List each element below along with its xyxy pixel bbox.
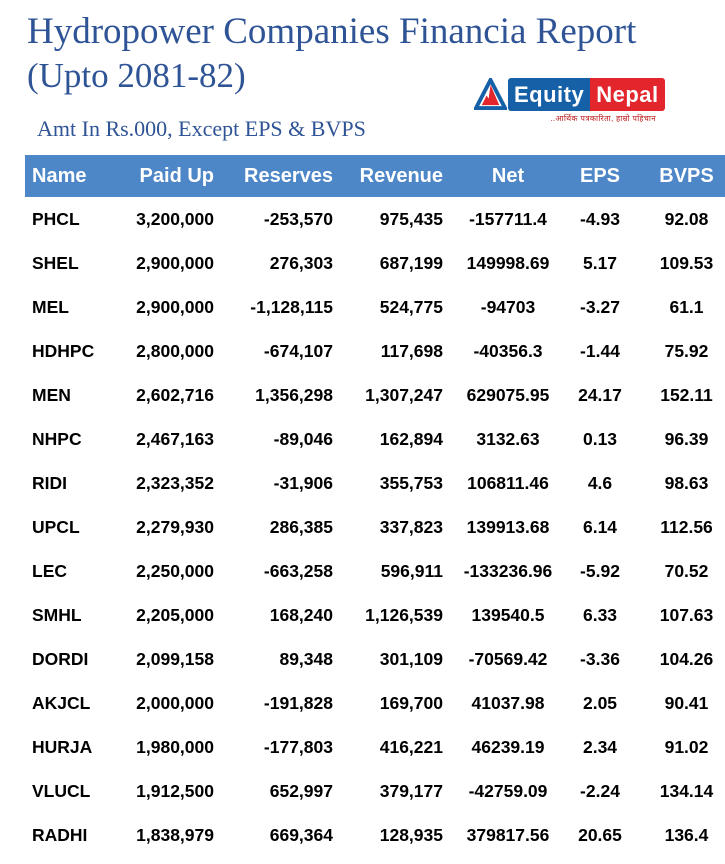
company-name: HDHPC	[32, 340, 95, 361]
value-cell: -94703	[480, 296, 536, 317]
table-row	[25, 813, 725, 857]
value-cell: -3.27	[580, 296, 620, 317]
value-cell: 92.08	[664, 208, 709, 229]
column-header-bvps: BVPS	[659, 164, 714, 187]
table-row	[25, 461, 725, 505]
value-cell: 1,838,979	[136, 824, 214, 845]
value-cell: 1,307,247	[365, 384, 443, 405]
value-cell: 46239.19	[471, 736, 545, 757]
value-cell: -674,107	[263, 340, 333, 361]
company-name: SHEL	[32, 252, 79, 273]
value-cell: 2,602,716	[136, 384, 214, 405]
value-cell: -177,803	[263, 736, 333, 757]
table-row	[25, 769, 725, 813]
value-cell: 3132.63	[476, 428, 540, 449]
company-name: SMHL	[32, 604, 82, 625]
table-row	[25, 329, 725, 373]
value-cell: 6.33	[582, 604, 618, 625]
value-cell: 1,356,298	[255, 384, 333, 405]
column-header-paid-up: Paid Up	[139, 164, 214, 187]
value-cell: 286,385	[269, 516, 333, 537]
company-name: VLUCL	[32, 780, 91, 801]
company-name: AKJCL	[32, 692, 91, 713]
column-header-name: Name	[32, 164, 87, 187]
page-title: Hydropower Companies Financia Report	[27, 11, 637, 52]
value-cell: 669,364	[269, 824, 333, 845]
value-cell: 90.41	[664, 692, 709, 713]
logo-wordmark	[474, 78, 659, 111]
value-cell: 106811.46	[467, 472, 549, 493]
table-body	[25, 197, 725, 857]
logo-tagline: ..आर्थिक पत्रकारिता, हाम्रो पहिचान	[550, 114, 656, 123]
company-name: UPCL	[32, 516, 80, 537]
value-cell: 2.05	[582, 692, 618, 713]
table-row	[25, 197, 725, 241]
value-cell: 4.6	[587, 472, 613, 493]
value-cell: 139913.68	[466, 516, 550, 537]
table-row	[25, 241, 725, 285]
company-name: NHPC	[32, 428, 82, 449]
value-cell: -157711.4	[469, 208, 547, 229]
value-cell: 41037.98	[471, 692, 545, 713]
value-cell: 687,199	[379, 252, 443, 273]
value-cell: 1,126,539	[365, 604, 443, 625]
table-row	[25, 549, 725, 593]
value-cell: -2.24	[580, 780, 620, 801]
value-cell: 2,099,158	[136, 648, 214, 669]
value-cell: -133236.96	[463, 560, 553, 581]
value-cell: 70.52	[664, 560, 709, 581]
value-cell: 168,240	[269, 604, 333, 625]
value-cell: 149998.69	[466, 252, 550, 273]
value-cell: 276,303	[269, 252, 333, 273]
value-cell: 24.17	[578, 384, 622, 405]
value-cell: 2,205,000	[136, 604, 214, 625]
value-cell: 152.11	[660, 384, 713, 405]
value-cell: 301,109	[379, 648, 443, 669]
value-cell: 98.63	[664, 472, 709, 493]
value-cell: 975,435	[379, 208, 443, 229]
table-row	[25, 593, 725, 637]
equity-nepal-logo	[474, 78, 659, 124]
table-row	[25, 417, 725, 461]
value-cell: -191,828	[263, 692, 333, 713]
company-name: RIDI	[32, 472, 67, 493]
value-cell: 2.34	[582, 736, 618, 757]
company-name: MEL	[32, 296, 69, 317]
value-cell: 91.02	[664, 736, 709, 757]
value-cell: 96.39	[664, 428, 709, 449]
value-cell: -3.36	[580, 648, 620, 669]
value-cell: -40356.3	[473, 340, 543, 361]
table-row	[25, 681, 725, 725]
value-cell: -1,128,115	[250, 296, 333, 317]
value-cell: -663,258	[263, 560, 333, 581]
value-cell: 2,900,000	[136, 252, 214, 273]
value-cell: -4.93	[580, 208, 620, 229]
company-name: RADHI	[32, 824, 88, 845]
logo-text-nepal: Nepal	[590, 78, 664, 111]
value-cell: 629075.95	[466, 384, 550, 405]
value-cell: 2,000,000	[136, 692, 214, 713]
mountain-logo-icon	[474, 78, 507, 111]
value-cell: 416,221	[379, 736, 443, 757]
value-cell: 5.17	[582, 252, 618, 273]
amount-note: Amt In Rs.000, Except EPS & BVPS	[37, 116, 366, 141]
value-cell: -31,906	[273, 472, 333, 493]
value-cell: 128,935	[379, 824, 443, 845]
value-cell: -1.44	[580, 340, 620, 361]
value-cell: -42759.09	[468, 780, 548, 801]
value-cell: 355,753	[379, 472, 443, 493]
table-row	[25, 285, 725, 329]
table-row	[25, 505, 725, 549]
financial-table	[25, 155, 725, 857]
value-cell: 0.13	[582, 428, 618, 449]
value-cell: 112.56	[660, 516, 713, 537]
value-cell: -89,046	[273, 428, 333, 449]
table-row	[25, 725, 725, 769]
value-cell: 2,467,163	[136, 428, 214, 449]
value-cell: -70569.42	[468, 648, 548, 669]
value-cell: 379,177	[379, 780, 443, 801]
value-cell: 524,775	[379, 296, 443, 317]
value-cell: -253,570	[263, 208, 333, 229]
value-cell: 2,250,000	[136, 560, 214, 581]
value-cell: 109.53	[659, 252, 714, 273]
company-name: PHCL	[32, 208, 80, 229]
value-cell: 2,800,000	[136, 340, 214, 361]
value-cell: 89,348	[279, 648, 333, 669]
company-name: HURJA	[32, 736, 93, 757]
value-cell: 107.63	[659, 604, 714, 625]
column-header-revenue: Revenue	[359, 164, 443, 187]
column-header-reserves: Reserves	[244, 164, 333, 187]
value-cell: 6.14	[582, 516, 618, 537]
value-cell: 2,900,000	[136, 296, 214, 317]
table-row	[25, 373, 725, 417]
value-cell: 1,980,000	[136, 736, 214, 757]
value-cell: 104.26	[659, 648, 714, 669]
value-cell: 3,200,000	[136, 208, 214, 229]
value-cell: 162,894	[379, 428, 443, 449]
value-cell: 139540.5	[471, 604, 545, 625]
value-cell: 379817.56	[466, 824, 550, 845]
value-cell: 61.1	[669, 296, 704, 317]
value-cell: 337,823	[379, 516, 443, 537]
value-cell: 2,323,352	[136, 472, 214, 493]
value-cell: -5.92	[580, 560, 620, 581]
value-cell: 169,700	[379, 692, 443, 713]
value-cell: 652,997	[269, 780, 333, 801]
company-name: LEC	[32, 560, 67, 581]
company-name: DORDI	[32, 648, 89, 669]
value-cell: 596,911	[380, 560, 443, 581]
column-header-eps: EPS	[579, 164, 621, 187]
value-cell: 136.4	[664, 824, 709, 845]
value-cell: 75.92	[664, 340, 709, 361]
table-header-row	[25, 155, 725, 197]
value-cell: 1,912,500	[136, 780, 214, 801]
value-cell: 2,279,930	[136, 516, 214, 537]
company-name: MEN	[32, 384, 71, 405]
value-cell: 134.14	[659, 780, 714, 801]
value-cell: 117,698	[380, 340, 443, 361]
page-subtitle: (Upto 2081-82)	[27, 56, 246, 95]
column-header-net: Net	[491, 164, 525, 187]
logo-text-equity: Equity	[508, 78, 590, 111]
value-cell: 20.65	[578, 824, 622, 845]
table-row	[25, 637, 725, 681]
